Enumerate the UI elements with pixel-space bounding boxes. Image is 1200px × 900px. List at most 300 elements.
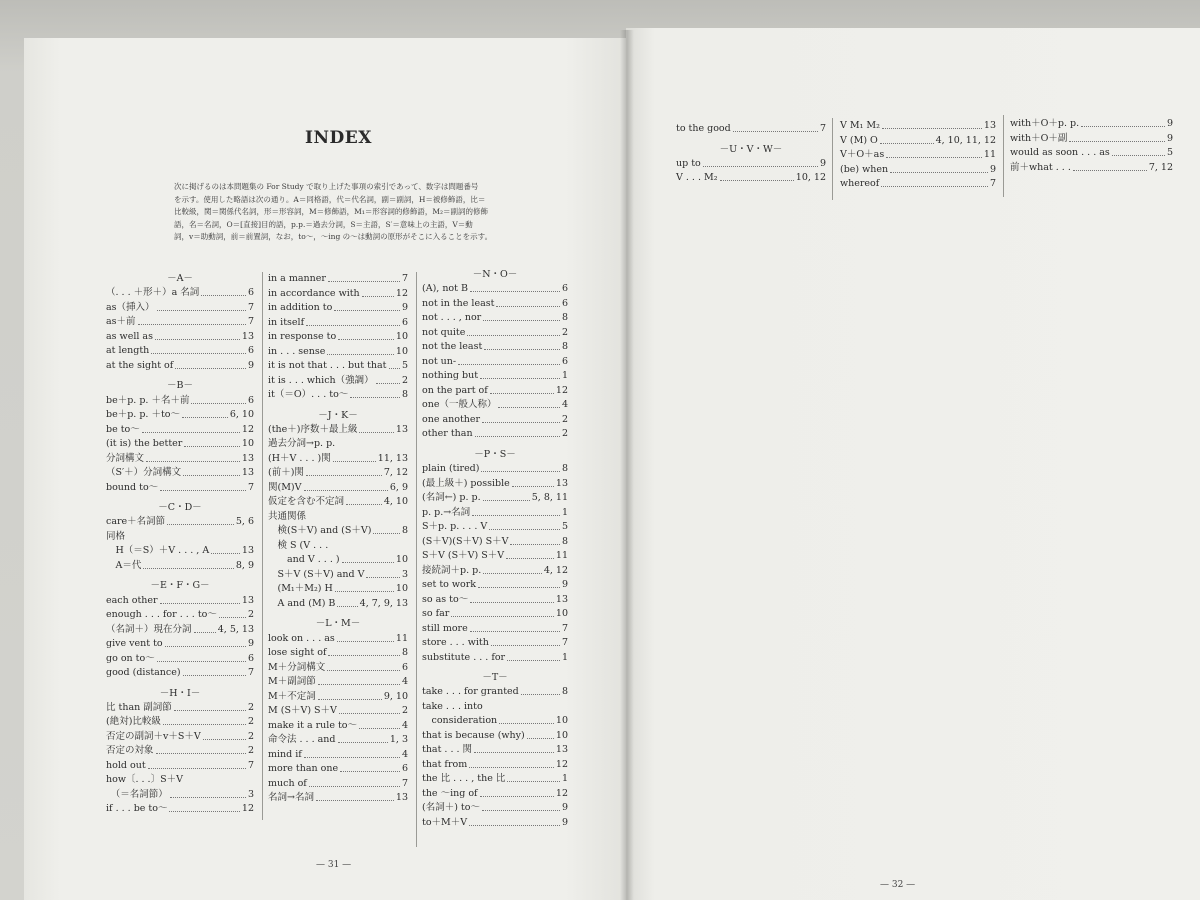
intro-line: を示す。使用した略語は次の通り。A＝同格語，代＝代名詞，副＝副詞，H＝被修飾語，比＝ xyxy=(174,194,486,204)
index-entry-term: consideration xyxy=(422,715,498,727)
column-divider xyxy=(262,272,263,820)
index-entry xyxy=(106,773,254,788)
index-entry-page: 4, 10, 11, 12 xyxy=(935,134,996,146)
index-entry xyxy=(422,714,568,729)
index-entry xyxy=(840,148,996,163)
index-entry xyxy=(106,437,254,452)
index-entry-page: 6 xyxy=(247,287,254,299)
index-entry-page: 6 xyxy=(561,283,568,295)
index-entry xyxy=(268,704,408,719)
index-entry xyxy=(106,594,254,609)
index-entry-term: and V . . . ) xyxy=(268,554,340,566)
index-entry xyxy=(840,119,996,134)
index-entry-page: 10 xyxy=(395,554,408,566)
index-section-heading: －T－ xyxy=(482,672,508,684)
index-entry-term: not quite xyxy=(422,326,466,338)
dot-leader xyxy=(480,369,560,379)
index-entry-page: 2 xyxy=(247,609,254,621)
index-entry-term: （＝名詞節） xyxy=(106,788,168,800)
index-entry-term: much of xyxy=(268,777,307,789)
index-entry xyxy=(422,398,568,413)
index-entry xyxy=(422,564,568,579)
index-entry-term: 分詞構文 xyxy=(106,452,145,464)
index-entry xyxy=(422,384,568,399)
index-entry xyxy=(106,359,254,374)
dot-leader xyxy=(373,524,399,534)
index-entry-term: (名詞＋) to～ xyxy=(422,802,480,814)
index-entry-page: 2 xyxy=(401,705,408,717)
index-entry-term: make it a rule to～ xyxy=(268,719,358,731)
dot-leader xyxy=(480,787,554,797)
index-entry xyxy=(268,374,408,389)
dot-leader xyxy=(167,515,234,525)
dot-leader xyxy=(201,286,246,296)
index-entry-page: 13 xyxy=(241,452,254,464)
dot-leader xyxy=(219,608,246,618)
index-entry xyxy=(268,791,408,806)
index-section-heading: －H・I－ xyxy=(159,687,201,699)
index-entry xyxy=(422,700,568,715)
index-entry xyxy=(1010,117,1173,132)
index-entry-term: M＋不定詞 xyxy=(268,690,316,702)
index-entry-term: how〔. . .〕S＋V xyxy=(106,774,183,786)
index-entry-term: store . . . with xyxy=(422,637,489,649)
dot-leader xyxy=(467,326,560,336)
index-entry-page: 9 xyxy=(561,816,568,828)
index-entry xyxy=(268,553,408,568)
dot-leader xyxy=(469,816,560,826)
dot-leader xyxy=(306,316,400,326)
index-entry xyxy=(268,301,408,316)
index-entry-page: 7 xyxy=(819,123,826,134)
index-entry-page: 8 xyxy=(401,647,408,659)
index-entry-page: 11 xyxy=(395,632,408,644)
index-entry xyxy=(422,743,568,758)
index-entry xyxy=(106,759,254,774)
index-entry-term: S＋p. p. . . . V xyxy=(422,521,488,533)
dot-leader xyxy=(498,398,559,408)
left-page-number: — 31 — xyxy=(316,860,352,870)
dot-leader xyxy=(157,652,246,662)
index-entry-page: 6 xyxy=(401,763,408,775)
index-entry-term: not in the least xyxy=(422,297,495,309)
dot-leader xyxy=(318,690,382,700)
index-entry xyxy=(422,535,568,550)
index-entry-term: give vent to xyxy=(106,638,163,650)
index-entry-page: 2 xyxy=(561,428,568,440)
index-entry-page: 4, 7, 9, 13 xyxy=(359,597,408,609)
index-entry xyxy=(106,330,254,345)
index-entry-term: as＋前 xyxy=(106,316,136,328)
dot-leader xyxy=(316,791,394,801)
index-entry-term: 名詞→名詞 xyxy=(268,792,314,804)
dot-leader xyxy=(309,777,400,787)
index-entry xyxy=(268,423,408,438)
index-entry xyxy=(422,801,568,816)
index-section-heading: －J・K－ xyxy=(318,409,358,421)
index-entry-page: 7 xyxy=(401,777,408,789)
index-intro xyxy=(174,181,536,244)
index-entry xyxy=(106,423,254,438)
dot-leader xyxy=(496,297,560,307)
index-entry xyxy=(268,388,408,403)
index-entry-page: 9 xyxy=(561,802,568,814)
index-entry-page: 5 xyxy=(1166,147,1173,158)
dot-leader xyxy=(474,743,554,753)
index-entry-page: 8 xyxy=(561,463,568,475)
dot-leader xyxy=(482,801,560,811)
index-entry-term: in a manner xyxy=(268,273,326,284)
index-entry-term: S＋V (S＋V) S＋V xyxy=(422,550,505,562)
index-entry xyxy=(268,582,408,597)
dot-leader xyxy=(359,719,400,729)
index-entry xyxy=(422,729,568,744)
index-entry xyxy=(840,163,996,178)
index-column-3 xyxy=(422,262,568,830)
index-entry xyxy=(1010,161,1173,176)
index-entry xyxy=(422,622,568,637)
index-entry-term: take . . . into xyxy=(422,700,483,712)
index-entry-page: 13 xyxy=(983,120,996,131)
index-entry-page: 8, 9 xyxy=(235,559,254,571)
index-entry xyxy=(422,413,568,428)
index-entry-term: one（一般人称） xyxy=(422,399,497,411)
dot-leader xyxy=(183,666,246,676)
index-entry-page: 3 xyxy=(247,788,254,800)
index-entry-page: 7 xyxy=(247,759,254,771)
index-entry-page: 4, 5, 13 xyxy=(217,623,254,635)
dot-leader xyxy=(362,287,394,297)
dot-leader xyxy=(512,477,554,487)
dot-leader xyxy=(489,520,560,530)
index-entry-term: still more xyxy=(422,622,468,634)
dot-leader xyxy=(483,491,530,501)
intro-line: 詞，v＝助動詞，前＝前置詞，なお，to～，～ing の～は動詞の原形がそこに入ることを示す。 xyxy=(174,232,493,242)
index-entry xyxy=(422,355,568,370)
dot-leader xyxy=(350,388,400,398)
index-entry-page: 7 xyxy=(989,178,996,189)
index-entry-term: one another xyxy=(422,413,481,425)
index-entry-page: 1 xyxy=(561,651,568,663)
index-entry xyxy=(106,730,254,745)
index-entry-page: 8 xyxy=(561,312,568,324)
dot-leader xyxy=(470,622,560,632)
index-entry-page: 4 xyxy=(401,719,408,731)
index-entry xyxy=(268,762,408,777)
index-entry xyxy=(840,177,996,192)
index-entry-page: 10, 12 xyxy=(795,172,826,184)
index-entry-page: 6 xyxy=(247,652,254,664)
index-entry-page: 13 xyxy=(555,744,568,756)
index-entry-page: 13 xyxy=(555,477,568,489)
index-entry-term: 共通関係 xyxy=(268,510,307,522)
index-entry xyxy=(422,816,568,831)
index-entry-term: take . . . for granted xyxy=(422,686,519,698)
index-entry-term: （S′＋）分詞構文 xyxy=(106,467,182,479)
index-entry-page: 2 xyxy=(561,326,568,338)
index-entry-page: 6 xyxy=(247,345,254,357)
index-entry-page: 7 xyxy=(247,301,254,313)
dot-leader xyxy=(703,157,818,167)
index-entry xyxy=(422,491,568,506)
index-entry xyxy=(422,282,568,297)
index-entry-page: 6, 10 xyxy=(229,409,254,421)
index-entry xyxy=(422,340,568,355)
dot-leader xyxy=(338,733,388,743)
index-entry xyxy=(268,661,408,676)
index-entry-term: 検 S (V . . . xyxy=(268,539,329,551)
dot-leader xyxy=(175,359,246,369)
index-entry xyxy=(268,510,408,525)
dot-leader xyxy=(886,148,982,158)
dot-leader xyxy=(470,282,560,292)
index-entry xyxy=(422,311,568,326)
index-entry-page: 9, 10 xyxy=(383,690,408,702)
index-entry-page: 10 xyxy=(555,608,568,620)
index-entry-page: 6 xyxy=(401,661,408,673)
index-entry xyxy=(268,539,408,554)
index-entry-page: 13 xyxy=(241,545,254,557)
dot-leader xyxy=(211,544,240,554)
index-entry-term: (A), not B xyxy=(422,283,468,295)
dot-leader xyxy=(481,462,559,472)
index-entry-term: enough . . . for . . . to～ xyxy=(106,609,217,621)
dot-leader xyxy=(151,344,246,354)
index-entry xyxy=(268,748,408,763)
index-entry xyxy=(422,578,568,593)
index-entry-page: 10 xyxy=(395,345,408,357)
index-entry xyxy=(268,646,408,661)
dot-leader xyxy=(491,636,560,646)
index-entry-page: 10 xyxy=(395,331,408,342)
index-entry-term: （名詞＋）現在分詞 xyxy=(106,623,192,635)
dot-leader xyxy=(327,345,393,355)
index-entry xyxy=(676,122,826,137)
dot-leader xyxy=(333,452,376,462)
index-entry-page: 2 xyxy=(247,701,254,713)
index-column-2 xyxy=(268,272,408,806)
index-entry-term: (M₁＋M₂) H xyxy=(268,583,333,595)
index-entry-page: 7 xyxy=(247,481,254,493)
index-entry-term: as well as xyxy=(106,330,153,342)
dot-leader xyxy=(1112,146,1165,156)
index-entry xyxy=(106,544,254,559)
index-entry xyxy=(106,701,254,716)
index-entry xyxy=(106,666,254,681)
index-entry-term: look on . . . as xyxy=(268,632,335,644)
index-entry-page: 13 xyxy=(395,792,408,804)
index-entry-term: good (distance) xyxy=(106,667,181,679)
index-entry-page: 9 xyxy=(247,359,254,371)
index-entry-term: care＋名詞節 xyxy=(106,516,166,528)
index-entry-page: 12 xyxy=(555,787,568,799)
index-entry-term: A＝代 xyxy=(106,559,142,571)
index-entry-term: (絶対)比較級 xyxy=(106,716,161,728)
index-entry xyxy=(268,733,408,748)
dot-leader xyxy=(389,359,400,369)
index-entry xyxy=(268,481,408,496)
index-entry-term: 検(S＋V) and (S＋V) xyxy=(268,525,372,537)
index-entry-term: in response to xyxy=(268,331,337,342)
index-entry-term: mind if xyxy=(268,748,302,760)
index-entry-term: be＋p. p. ＋to～ xyxy=(106,409,180,421)
index-entry-term: so far xyxy=(422,608,450,620)
dot-leader xyxy=(470,593,554,603)
dot-leader xyxy=(490,384,554,394)
index-entry xyxy=(268,719,408,734)
index-entry-page: 7, 12 xyxy=(383,467,408,479)
index-entry-page: 12 xyxy=(555,758,568,770)
index-entry-term: up to xyxy=(676,157,701,169)
index-entry-term: A and (M) B xyxy=(268,597,336,609)
index-entry-page: 9 xyxy=(989,163,996,175)
dot-leader xyxy=(366,568,400,578)
index-entry-page: 13 xyxy=(555,593,568,605)
index-entry-term: V＋O＋as xyxy=(840,149,885,160)
index-entry-term: (it is) the better xyxy=(106,438,183,450)
index-entry-term: (H＋V . . . )関 xyxy=(268,452,331,464)
index-entry-term: 命令法 . . . and xyxy=(268,734,336,746)
book-gutter xyxy=(620,30,634,900)
column-divider xyxy=(416,272,417,847)
index-entry xyxy=(268,524,408,539)
index-entry-term: other than xyxy=(422,428,473,440)
index-entry xyxy=(268,330,408,345)
dot-leader xyxy=(359,423,393,433)
dot-leader xyxy=(376,374,400,384)
dot-leader xyxy=(499,714,554,724)
index-entry-term: 同格 xyxy=(106,530,126,542)
dot-leader xyxy=(451,607,554,617)
dot-leader xyxy=(346,495,382,505)
index-entry xyxy=(268,568,408,583)
index-entry-page: 9 xyxy=(247,638,254,650)
index-entry xyxy=(106,715,254,730)
index-entry xyxy=(268,597,408,612)
index-entry-term: with＋O＋副 xyxy=(1010,132,1068,144)
index-entry-page: 2 xyxy=(401,374,408,386)
intro-line: 比較級，関＝関係代名詞，形＝形容詞，M＝修飾語，M₁＝形容詞的修飾語，M₂＝副詞的修飾 xyxy=(174,207,489,217)
index-entry-term: V (M) O xyxy=(840,134,878,146)
dot-leader xyxy=(183,466,240,476)
index-column-5 xyxy=(840,119,996,192)
index-entry xyxy=(106,744,254,759)
index-entry-term: each other xyxy=(106,594,158,606)
index-entry xyxy=(106,452,254,467)
index-entry-page: 6, 9 xyxy=(389,481,408,493)
dot-leader xyxy=(521,685,560,695)
dot-leader xyxy=(482,413,560,423)
index-entry-term: would as soon . . . as xyxy=(1010,147,1110,158)
dot-leader xyxy=(146,452,240,462)
dot-leader xyxy=(185,773,252,783)
index-entry-term: in . . . sense xyxy=(268,345,326,357)
index-entry-page: 6 xyxy=(561,297,568,309)
dot-leader xyxy=(880,134,934,144)
index-entry xyxy=(268,495,408,510)
index-entry-page: 5 xyxy=(401,360,408,371)
dot-leader xyxy=(733,122,818,132)
index-entry-term: so as to～ xyxy=(422,593,469,605)
index-entry xyxy=(106,802,254,817)
index-entry xyxy=(422,326,568,341)
index-section-heading: －C・D－ xyxy=(158,502,202,514)
index-section-heading: －E・F・G－ xyxy=(150,580,210,592)
index-entry-page: 10 xyxy=(395,583,408,595)
index-entry xyxy=(268,690,408,705)
index-section-heading: －B－ xyxy=(167,380,193,392)
index-entry-term: that from xyxy=(422,758,468,770)
index-entry-page: 9 xyxy=(819,157,826,169)
index-entry-term: p. p.→名詞 xyxy=(422,506,471,518)
dot-leader xyxy=(458,355,560,365)
dot-leader xyxy=(174,701,246,711)
dot-leader xyxy=(155,330,240,340)
index-entry-term: set to work xyxy=(422,579,477,591)
index-entry-page: 13 xyxy=(241,330,254,342)
dot-leader xyxy=(483,311,560,321)
index-entry-page: 8 xyxy=(561,686,568,698)
index-entry-page: 11 xyxy=(555,550,568,562)
index-column-6 xyxy=(1010,117,1173,175)
index-entry-term: 接続詞＋p. p. xyxy=(422,564,482,576)
index-entry xyxy=(106,608,254,623)
index-entry-page: 1 xyxy=(561,370,568,382)
index-entry-term: （. . . ＋形＋）a 名詞 xyxy=(106,287,200,299)
dot-leader xyxy=(478,578,560,588)
index-entry xyxy=(268,359,408,374)
index-entry-term: (前＋)関 xyxy=(268,467,304,479)
index-entry-term: at the sight of xyxy=(106,359,174,371)
index-entry xyxy=(106,466,254,481)
index-entry xyxy=(106,515,254,530)
index-entry-term: it is . . . which（強調） xyxy=(268,374,374,386)
index-entry xyxy=(106,637,254,652)
column-divider xyxy=(1003,115,1004,197)
index-entry-term: M＋副詞節 xyxy=(268,676,316,688)
index-entry xyxy=(106,301,254,316)
index-entry-term: (be) when xyxy=(840,163,889,175)
index-entry-page: 11 xyxy=(983,149,996,160)
index-entry-page: 2 xyxy=(561,413,568,425)
dot-leader xyxy=(203,730,246,740)
index-entry xyxy=(106,286,254,301)
index-entry xyxy=(268,272,408,287)
dot-leader xyxy=(328,646,399,656)
index-entry-term: 前＋what . . . xyxy=(1010,161,1071,173)
index-entry-term: hold out xyxy=(106,759,146,771)
dot-leader xyxy=(328,272,400,282)
dot-leader xyxy=(337,597,357,607)
dot-leader xyxy=(720,171,794,181)
intro-line: 語，名＝名詞，O＝[直接]目的語，p.p.＝過去分詞，S＝主語，S′＝意味上の主語，V＝動 xyxy=(174,219,473,229)
index-entry-term: whereof xyxy=(840,178,880,189)
dot-leader xyxy=(304,748,400,758)
dot-leader xyxy=(330,539,406,549)
index-entry-page: 4, 10 xyxy=(383,496,408,508)
index-entry-term: plain (tired) xyxy=(422,463,480,475)
dot-leader xyxy=(338,330,394,340)
index-entry xyxy=(422,369,568,384)
index-entry xyxy=(422,636,568,651)
dot-leader xyxy=(342,553,394,563)
dot-leader xyxy=(340,762,400,772)
index-entry xyxy=(1010,146,1173,161)
index-entry xyxy=(422,651,568,666)
index-entry xyxy=(422,297,568,312)
index-entry-page: 10 xyxy=(241,438,254,450)
dot-leader xyxy=(148,759,246,769)
